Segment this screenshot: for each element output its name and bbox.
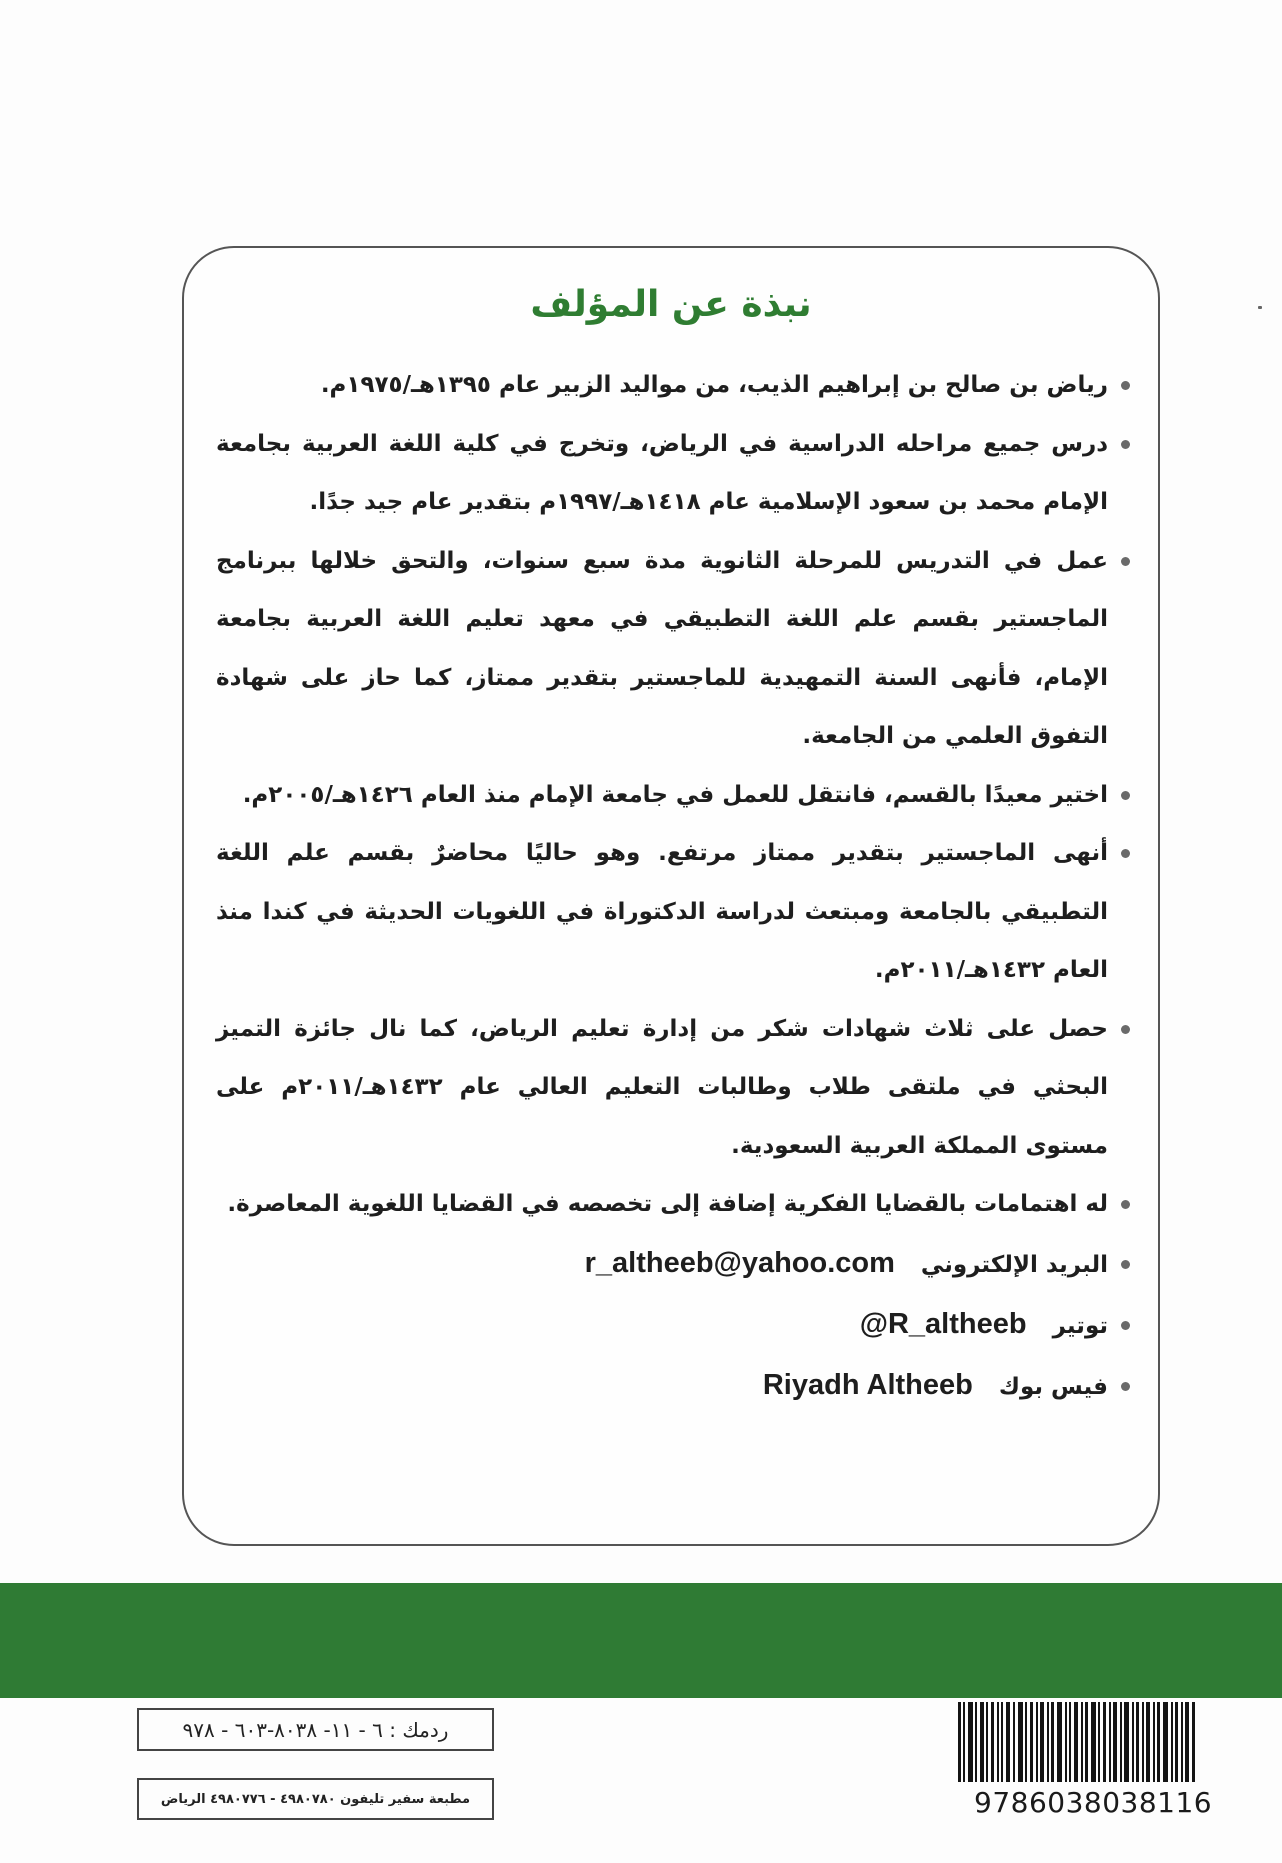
bullet-icon — [1121, 791, 1130, 800]
bullet-icon — [1121, 1200, 1130, 1209]
bio-item-masters — [216, 824, 1130, 1000]
isbn-box — [137, 1708, 494, 1751]
green-decorative-band — [0, 1583, 1282, 1698]
bio-item-text: له اهتمامات بالقضايا الفكرية إضافة إلى تخصصه في القضايا اللغوية المعاصرة. — [227, 1191, 1108, 1217]
bio-item-birth — [216, 356, 1130, 415]
bio-item-text: أنهى الماجستير بتقدير ممتاز مرتفع. وهو حاليًا محاضرٌ بقسم علم اللغة التطبيقي بالجامعة ومبتعث لدراسة الدكتوراة في اللغويات الحديثة في كندا منذ العام ١٤٣٢هـ/٢٠١١م. — [216, 840, 1108, 983]
facebook-name[interactable]: Riyadh Altheeb — [762, 1368, 973, 1401]
contact-twitter-label: توتير — [1052, 1312, 1108, 1339]
contact-facebook-label: فيس بوك — [998, 1373, 1108, 1400]
bio-item-teaching — [216, 532, 1130, 766]
bullet-icon — [1121, 440, 1130, 449]
bio-item-text: حصل على ثلاث شهادات شكر من إدارة تعليم الرياض، كما نال جائزة التميز البحثي في ملتقى طلاب وطالبات التعليم العالي عام ١٤٣٢هـ/٢٠١١م على مستوى المملكة العربية السعودية. — [216, 1015, 1108, 1159]
barcode-icon — [956, 1702, 1198, 1782]
stray-ink-mark — [1258, 306, 1262, 309]
bio-item-appointment — [216, 766, 1130, 825]
bio-item-text: اختير معيدًا بالقسم، فانتقل للعمل في جامعة الإمام منذ العام ١٤٢٦هـ/٢٠٠٥م. — [242, 781, 1108, 808]
bio-item-education — [216, 415, 1130, 532]
printer-box — [137, 1778, 494, 1820]
email-link[interactable]: r_altheeb@yahoo.com — [584, 1246, 895, 1279]
bullet-icon — [1121, 1382, 1130, 1391]
contact-email — [216, 1234, 1130, 1295]
bullet-icon — [1121, 381, 1130, 390]
contact-facebook — [216, 1356, 1130, 1417]
bio-list — [216, 356, 1130, 1417]
bio-item-awards — [216, 1000, 1130, 1176]
barcode-number: 9786038038116 — [974, 1786, 1213, 1819]
bio-item-text: عمل في التدريس للمرحلة الثانوية مدة سبع سنوات، والتحق خلالها ببرنامج الماجستير بقسم علم اللغة التطبيقي في معهد تعليم اللغة العربية بجامعة الإمام، فأنهى السنة التمهيدية للماجستير بتقدير ممتاز، كما حاز على شهادة التفوق العلمي من الجامعة. — [216, 547, 1108, 749]
author-bio-panel — [182, 246, 1160, 1546]
bullet-icon — [1121, 1025, 1130, 1034]
bio-item-text: رياض بن صالح بن إبراهيم الذيب، من مواليد الزبير عام ١٣٩٥هـ/١٩٧٥م. — [320, 372, 1108, 398]
printer-text: مطبعة سفير تليفون ٤٩٨٠٧٨٠ - ٤٩٨٠٧٧٦ الرياض — [160, 1791, 471, 1807]
bullet-icon — [1121, 1260, 1130, 1269]
bio-item-text: درس جميع مراحله الدراسية في الرياض، وتخرج في كلية اللغة العربية بجامعة الإمام محمد بن سعود الإسلامية عام ١٤١٨هـ/١٩٩٧م بتقدير عام جيد جدًا. — [216, 430, 1108, 515]
contact-twitter — [216, 1295, 1130, 1356]
barcode — [956, 1702, 1213, 1832]
isbn-text: ردمك : ٦ - ١١- ٨٠٣٨-٦٠٣ - ٩٧٨ — [182, 1717, 449, 1742]
bullet-icon — [1121, 557, 1130, 566]
bullet-icon — [1121, 1321, 1130, 1330]
bio-title: نبذة عن المؤلف — [530, 284, 812, 325]
bullet-icon — [1121, 849, 1130, 858]
bio-item-interests — [216, 1175, 1130, 1234]
twitter-handle[interactable]: @R_altheeb — [859, 1307, 1027, 1340]
contact-email-label: البريد الإلكتروني — [920, 1251, 1108, 1278]
